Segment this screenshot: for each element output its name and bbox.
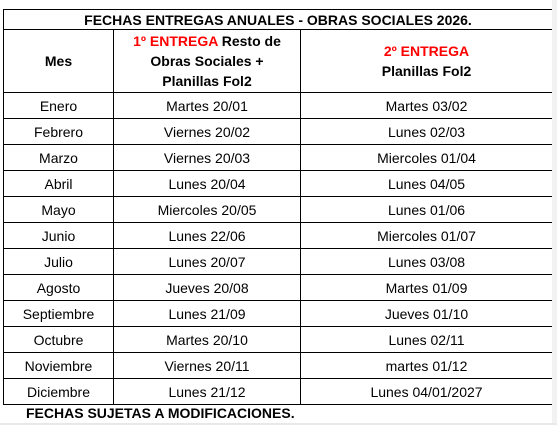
- entrega-1-cell[interactable]: Viernes 20/11: [114, 353, 301, 379]
- entrega-1-cell[interactable]: Martes 20/01: [114, 93, 301, 119]
- entrega-2-cell[interactable]: Lunes 04/01/2027: [301, 379, 553, 405]
- entrega-2-cell[interactable]: Lunes 01/06: [301, 197, 553, 223]
- entrega-1-cell[interactable]: Viernes 20/02: [114, 119, 301, 145]
- entrega-2-cell[interactable]: Miercoles 01/07: [301, 223, 553, 249]
- entrega-2-cell[interactable]: Miercoles 01/04: [301, 145, 553, 171]
- header-entrega-2[interactable]: [301, 30, 553, 93]
- entrega-2-cell[interactable]: Lunes 02/03: [301, 119, 553, 145]
- entrega-1-cell[interactable]: Lunes 21/09: [114, 301, 301, 327]
- entrega-1-cell[interactable]: Lunes 20/04: [114, 171, 301, 197]
- mes-cell[interactable]: Octubre: [4, 327, 114, 353]
- header-mes[interactable]: Mes: [4, 30, 114, 93]
- table-row: [4, 145, 553, 171]
- table-row: [4, 93, 553, 119]
- entrega-2-label: 2º ENTREGA: [383, 43, 470, 59]
- delivery-schedule-table: [3, 9, 553, 405]
- entrega-1-cell[interactable]: Lunes 21/12: [114, 379, 301, 405]
- table-row: [4, 353, 553, 379]
- mes-cell[interactable]: Diciembre: [4, 379, 114, 405]
- mes-cell[interactable]: Marzo: [4, 145, 114, 171]
- header-row: [4, 30, 553, 93]
- entrega-1-cell[interactable]: Viernes 20/03: [114, 145, 301, 171]
- entrega-1-cell[interactable]: Miercoles 20/05: [114, 197, 301, 223]
- header-entrega-1-line-1: [114, 31, 300, 51]
- mes-cell[interactable]: Junio: [4, 223, 114, 249]
- mes-cell[interactable]: Agosto: [4, 275, 114, 301]
- footer-note[interactable]: FECHAS SUJETAS A MODIFICACIONES.: [26, 405, 295, 421]
- mes-cell[interactable]: Abril: [4, 171, 114, 197]
- entrega-1-cell[interactable]: Lunes 22/06: [114, 223, 301, 249]
- table-row: [4, 249, 553, 275]
- entrega-2-cell[interactable]: martes 01/12: [301, 353, 553, 379]
- sheet-right-edge: [552, 0, 557, 425]
- entrega-2-cell[interactable]: Jueves 01/10: [301, 301, 553, 327]
- table-row: [4, 197, 553, 223]
- entrega-2-cell[interactable]: Lunes 02/11: [301, 327, 553, 353]
- header-entrega-1-line-3: Planillas Fol2: [162, 73, 252, 89]
- mes-cell[interactable]: Enero: [4, 93, 114, 119]
- entrega-1-cell[interactable]: Jueves 20/08: [114, 275, 301, 301]
- mes-cell[interactable]: Noviembre: [4, 353, 114, 379]
- mes-cell[interactable]: Julio: [4, 249, 114, 275]
- mes-cell[interactable]: Febrero: [4, 119, 114, 145]
- table-row: [4, 327, 553, 353]
- header-entrega-2-line-2: Planillas Fol2: [381, 63, 472, 79]
- title-row: [4, 10, 553, 30]
- entrega-2-cell[interactable]: Martes 01/09: [301, 275, 553, 301]
- table-row: [4, 223, 553, 249]
- table-row: [4, 171, 553, 197]
- table-row: [4, 275, 553, 301]
- table-row: [4, 301, 553, 327]
- entrega-1-cell[interactable]: Martes 20/10: [114, 327, 301, 353]
- table-row: [4, 379, 553, 405]
- entrega-2-cell[interactable]: Martes 03/02: [301, 93, 553, 119]
- mes-cell[interactable]: Mayo: [4, 197, 114, 223]
- mes-cell[interactable]: Septiembre: [4, 301, 114, 327]
- header-entrega-1[interactable]: [114, 30, 301, 93]
- entrega-2-cell[interactable]: Lunes 04/05: [301, 171, 553, 197]
- entrega-1-label: 1º ENTREGA: [133, 33, 218, 49]
- table-row: [4, 119, 553, 145]
- entrega-2-cell[interactable]: Lunes 03/08: [301, 249, 553, 275]
- entrega-1-line-1-rest: Resto de: [217, 33, 281, 49]
- entrega-1-cell[interactable]: Lunes 20/07: [114, 249, 301, 275]
- table-title[interactable]: FECHAS ENTREGAS ANUALES - OBRAS SOCIALES 2026.: [4, 10, 553, 30]
- header-entrega-1-line-2: Obras Sociales +: [150, 53, 264, 69]
